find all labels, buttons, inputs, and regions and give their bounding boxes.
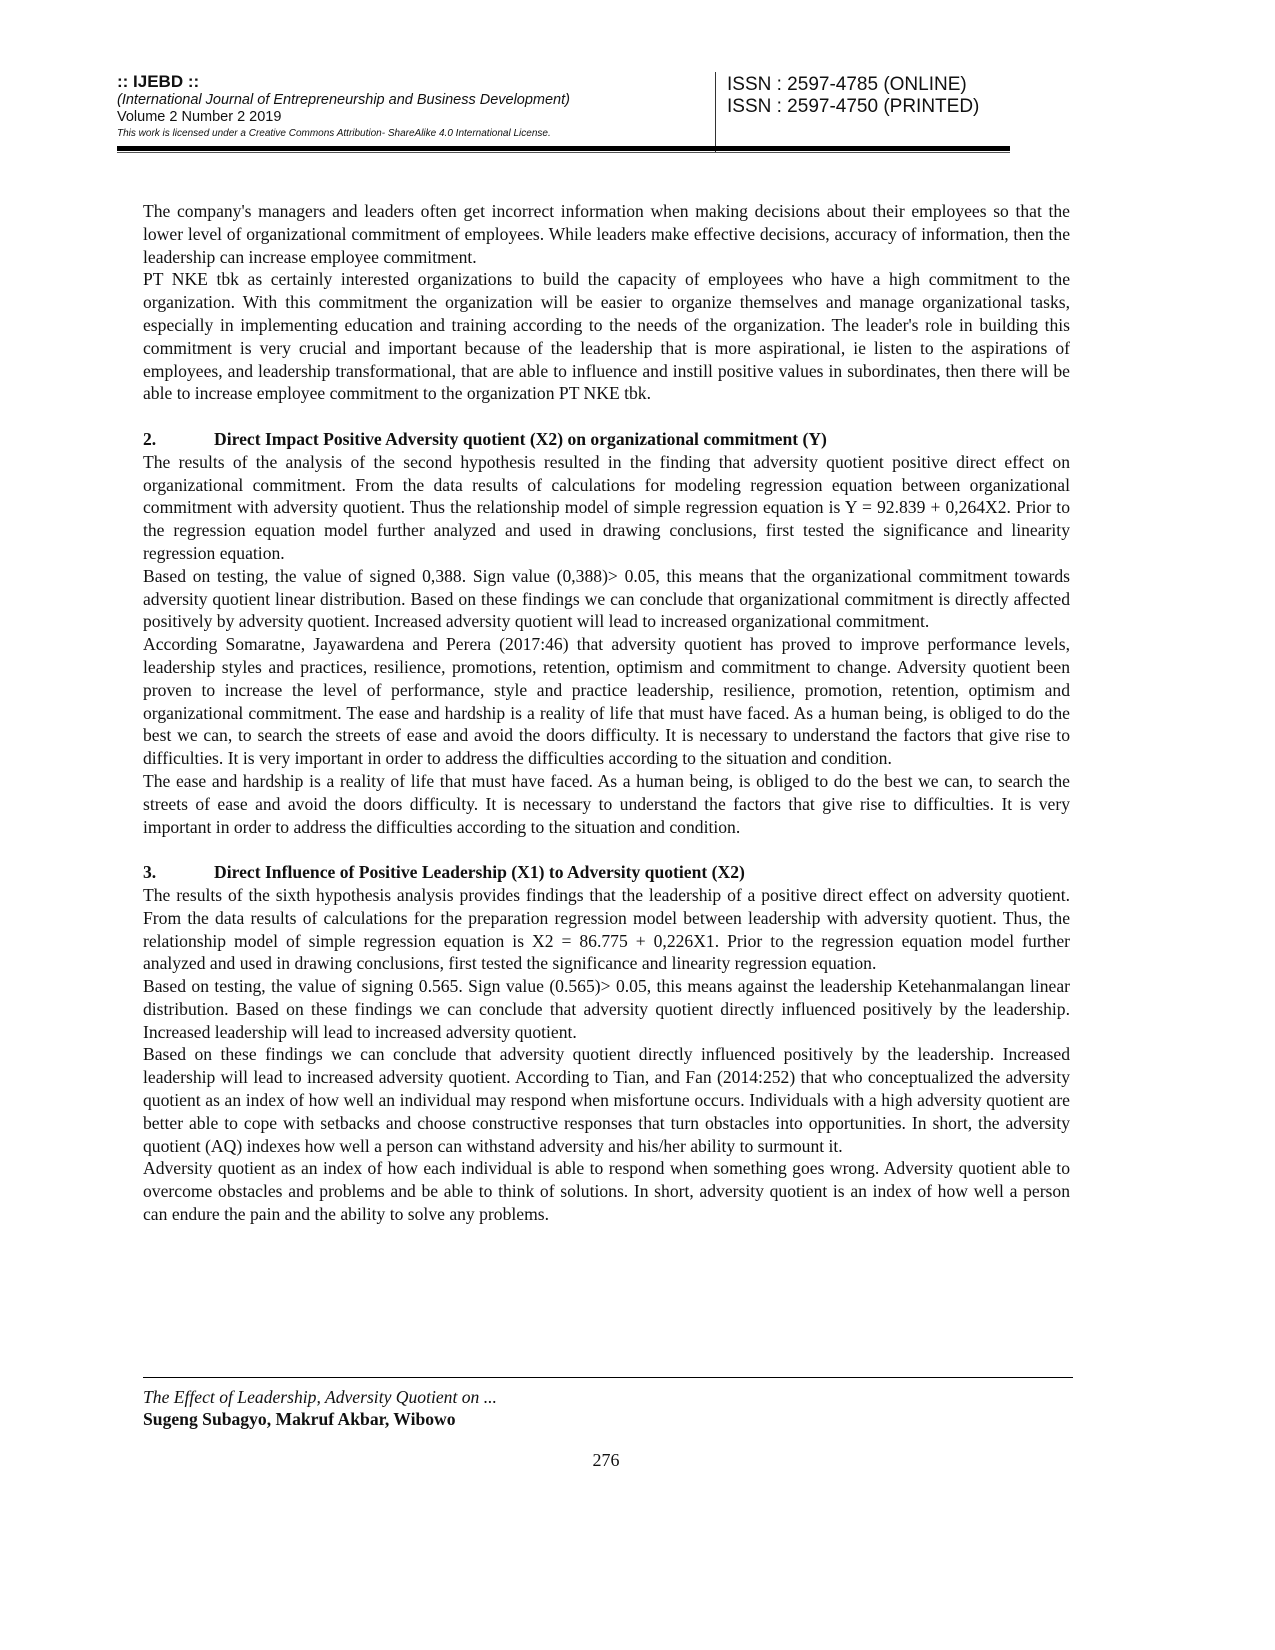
license-notice: This work is licensed under a Creative Commons Attribution- ShareAlike 4.0 International License. [117, 128, 551, 139]
spacer [143, 405, 1070, 428]
body-paragraph: The results of the sixth hypothesis analysis provides findings that the leadership of a positive direct effect on adversity quotient. From the data results of calculations for the preparation regression model between leadership with adversity quotient. Thus, the relationship model of simple regression equation is X2 = 86.775 + 0,226X1. Prior to the regression equation model further analyzed and used in drawing conclusions, first tested the significance and linearity regression equation. [143, 884, 1070, 974]
footer-rule [143, 1377, 1073, 1378]
body-paragraph: Adversity quotient as an index of how each individual is able to respond when something goes wrong. Adversity quotient able to overcome obstacles and problems and be able to think of solutions. In short, adversity quotient is an index of how well a person can endure the pain and the ability to solve any problems. [143, 1158, 1070, 1225]
page-footer [143, 1377, 1073, 1430]
issn-block [727, 74, 979, 118]
article-body [143, 200, 1070, 1226]
spacer [143, 838, 1070, 861]
footer-authors: Sugeng Subagyo, Makruf Akbar, Wibowo [143, 1409, 456, 1429]
body-paragraph: Based on testing, the value of signing 0.565. Sign value (0.565)> 0.05, this means against the leadership Ketehanmalangan linear distribution. Based on these findings we can conclude that adversity quotient directly influenced positively by the leadership. Increased leadership will lead to increased adversity quotient. [143, 976, 1070, 1042]
journal-full-title: (International Journal of Entrepreneurship and Business Development) [117, 92, 570, 108]
journal-info [117, 72, 715, 141]
section-number: 3. [143, 862, 157, 883]
page-number: 276 [592, 1450, 620, 1470]
body-paragraph: The company's managers and leaders often get incorrect information when making decisions about their employees so that the lower level of organizational commitment of employees. While leaders make effective decisions, accuracy of information, then the leadership can increase employee commitment. [143, 201, 1070, 267]
header-rule-thick [117, 146, 1010, 151]
issn-online: ISSN : 2597-4785 (ONLINE) [727, 74, 967, 95]
section-title: Direct Influence of Positive Leadership (X1) to Adversity quotient (X2) [214, 862, 745, 883]
journal-volume: Volume 2 Number 2 2019 [117, 109, 282, 125]
footer-article-title: The Effect of Leadership, Adversity Quotient on ... [143, 1387, 497, 1407]
body-paragraph: Based on testing, the value of signed 0,388. Sign value (0,388)> 0.05, this means that the organizational commitment towards adversity quotient linear distribution. Based on these findings we can conclude that organizational commitment is directly affected positively by adversity quotient. Increased adversity quotient will lead to increased organizational commitment. [143, 565, 1070, 632]
journal-header [117, 72, 1010, 152]
header-divider [715, 72, 716, 152]
section-title: Direct Impact Positive Adversity quotient (X2) on organizational commitment (Y) [214, 428, 827, 449]
section-heading [143, 428, 1070, 451]
body-paragraph: PT NKE tbk as certainly interested organizations to build the capacity of employees who have a high commitment to the organization. With this commitment the organization will be easier to organize themselves and manage organizational tasks, especially in implementing education and training according to the needs of the organization. The leader's role in building this commitment is very crucial and important because of the leadership that is more aspirational, ie listen to the aspirations of employees, and leadership transformational, that are able to influence and instill positive values in subordinates, then there will be able to increase employee commitment to the organization PT NKE tbk. [143, 269, 1070, 404]
header-rule-thin [117, 152, 1010, 153]
body-paragraph: The results of the analysis of the second hypothesis resulted in the finding that adversity quotient positive direct effect on organizational commitment. From the data results of calculations for modeling regression equation between organizational commitment with adversity quotient. Thus the relationship model of simple regression equation is Y = 92.839 + 0,264X2. Prior to the regression equation model further analyzed and used in drawing conclusions, first tested the significance and linearity regression equation. [143, 451, 1070, 563]
body-paragraph: The ease and hardship is a reality of life that must have faced. As a human being, is obliged to do the best we can, to search the streets of ease and avoid the doors difficulty. It is necessary to understand the factors that give rise to difficulties. It is very important in order to address the difficulties according to the situation and condition. [143, 770, 1070, 837]
section-heading [143, 861, 1070, 884]
body-paragraph: Based on these findings we can conclude that adversity quotient directly influenced positively by the leadership. Increased leadership will lead to increased adversity quotient. According to Tian, and Fan (2014:252) that who conceptualized the adversity quotient as an index of how well an individual may respond when misfortune occurs. Individuals with a high adversity quotient are better able to cope with setbacks and choose constructive responses that turn obstacles into opportunities. In short, the adversity quotient (AQ) indexes how well a person can withstand adversity and his/her ability to surmount it. [143, 1044, 1070, 1156]
issn-printed: ISSN : 2597-4750 (PRINTED) [727, 96, 980, 117]
body-paragraph: According Somaratne, Jayawardena and Perera (2017:46) that adversity quotient has proved to improve performance levels, leadership styles and practices, resilience, promotions, retention, optimism and commitment to change. Adversity quotient been proven to increase the level of performance, style and practice leadership, resilience, promotion, retention, optimism and organizational commitment. The ease and hardship is a reality of life that must have faced. As a human being, is obliged to do the best we can, to search the streets of ease and avoid the doors difficulty. It is necessary to understand the factors that give rise to difficulties. It is very important in order to address the difficulties according to the situation and condition. [143, 634, 1070, 769]
journal-short-title: :: IJEBD :: [117, 72, 200, 91]
section-number: 2. [143, 428, 157, 449]
